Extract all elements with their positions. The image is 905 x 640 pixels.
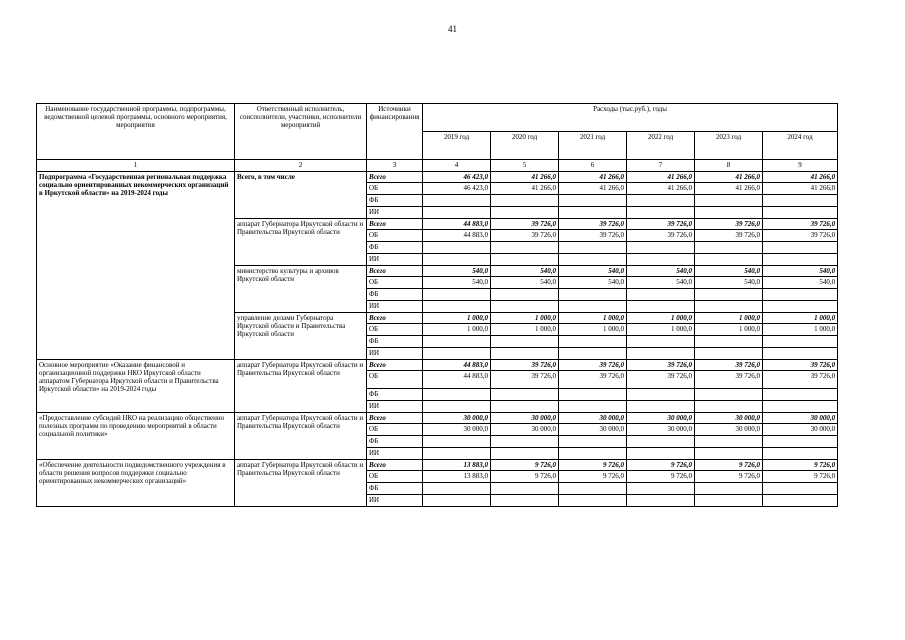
- expense-value: 1 000,0: [763, 324, 838, 336]
- expense-value: [763, 289, 838, 301]
- expense-value: 46 423,0: [423, 183, 491, 195]
- expense-value: 39 726,0: [491, 219, 559, 230]
- expense-value: 41 266,0: [763, 183, 838, 195]
- expense-value: [491, 207, 559, 219]
- expense-value: [423, 389, 491, 401]
- header-year: 2019 год: [423, 132, 491, 160]
- column-number: 3: [367, 160, 423, 172]
- expense-value: 540,0: [763, 266, 838, 277]
- expense-value: 9 726,0: [695, 471, 763, 483]
- expense-value: [695, 301, 763, 313]
- column-number: 4: [423, 160, 491, 172]
- expense-value: [627, 389, 695, 401]
- expense-value: 39 726,0: [559, 230, 627, 242]
- funding-source: Всего: [367, 360, 423, 371]
- expense-value: [423, 301, 491, 313]
- expense-value: [491, 336, 559, 348]
- expense-value: [491, 448, 559, 460]
- expense-value: [423, 336, 491, 348]
- expense-value: 44 883,0: [423, 219, 491, 230]
- expense-value: [491, 495, 559, 507]
- expense-value: [763, 389, 838, 401]
- executor-name: аппарат Губернатора Иркутской области и Правительства Иркутской области: [235, 360, 367, 413]
- funding-source: ФБ: [367, 436, 423, 448]
- expense-value: 41 266,0: [695, 183, 763, 195]
- table-body: [37, 172, 838, 507]
- expense-value: 39 726,0: [763, 230, 838, 242]
- expense-value: 9 726,0: [559, 471, 627, 483]
- funding-source: Всего: [367, 219, 423, 230]
- expense-value: 39 726,0: [559, 371, 627, 389]
- expense-value: 44 883,0: [423, 371, 491, 389]
- funding-source: ИИ: [367, 448, 423, 460]
- expense-value: [695, 336, 763, 348]
- expense-value: [627, 401, 695, 413]
- expense-value: 1 000,0: [491, 313, 559, 324]
- expense-value: [695, 495, 763, 507]
- expense-value: 41 266,0: [627, 183, 695, 195]
- expense-value: [559, 389, 627, 401]
- funding-source: ФБ: [367, 242, 423, 254]
- expense-value: [491, 195, 559, 207]
- expense-value: [763, 348, 838, 360]
- expense-value: 30 000,0: [491, 424, 559, 436]
- expense-value: 540,0: [695, 266, 763, 277]
- header-year: 2022 год: [627, 132, 695, 160]
- expense-value: 41 266,0: [559, 172, 627, 183]
- expense-value: 540,0: [423, 266, 491, 277]
- funding-source: ИИ: [367, 207, 423, 219]
- expense-value: [695, 483, 763, 495]
- column-number: 2: [235, 160, 367, 172]
- expense-value: 41 266,0: [627, 172, 695, 183]
- funding-source: ОБ: [367, 324, 423, 336]
- expense-value: [491, 242, 559, 254]
- header-year: 2024 год: [763, 132, 838, 160]
- expense-value: 540,0: [627, 266, 695, 277]
- budget-table: [36, 103, 838, 507]
- expense-value: [559, 436, 627, 448]
- expense-value: 39 726,0: [627, 371, 695, 389]
- expense-value: [763, 436, 838, 448]
- expense-value: [423, 348, 491, 360]
- expense-value: 30 000,0: [695, 413, 763, 424]
- executor-name: аппарат Губернатора Иркутской области и Правительства Иркутской области: [235, 413, 367, 460]
- funding-source: Всего: [367, 413, 423, 424]
- expense-value: 39 726,0: [695, 219, 763, 230]
- funding-source: Всего: [367, 172, 423, 183]
- expense-value: [491, 301, 559, 313]
- expense-value: [627, 348, 695, 360]
- expense-value: [627, 448, 695, 460]
- expense-value: 39 726,0: [491, 360, 559, 371]
- expense-value: 9 726,0: [491, 460, 559, 471]
- header-executor: Ответственный исполнитель, соисполнители, участники, исполнители мероприятий: [235, 104, 367, 160]
- expense-value: [763, 254, 838, 266]
- expense-value: 30 000,0: [423, 424, 491, 436]
- executor-name: аппарат Губернатора Иркутской области и Правительства Иркутской области: [235, 219, 367, 266]
- expense-value: 9 726,0: [763, 471, 838, 483]
- expense-value: [695, 348, 763, 360]
- expense-value: 540,0: [491, 266, 559, 277]
- expense-value: [695, 389, 763, 401]
- expense-value: 1 000,0: [423, 313, 491, 324]
- expense-value: [559, 207, 627, 219]
- funding-source: ФБ: [367, 389, 423, 401]
- expense-value: 9 726,0: [627, 471, 695, 483]
- table-row: [37, 413, 838, 424]
- expense-value: 9 726,0: [627, 460, 695, 471]
- funding-source: Всего: [367, 266, 423, 277]
- expense-value: [763, 195, 838, 207]
- funding-source: ФБ: [367, 195, 423, 207]
- expense-value: 30 000,0: [627, 413, 695, 424]
- expense-value: [423, 254, 491, 266]
- expense-value: 44 883,0: [423, 230, 491, 242]
- expense-value: [423, 401, 491, 413]
- expense-value: 30 000,0: [627, 424, 695, 436]
- expense-value: 46 423,0: [423, 172, 491, 183]
- expense-value: 1 000,0: [627, 324, 695, 336]
- funding-source: ИИ: [367, 348, 423, 360]
- expense-value: 9 726,0: [559, 460, 627, 471]
- expense-value: 30 000,0: [763, 424, 838, 436]
- expense-value: [627, 495, 695, 507]
- funding-source: ОБ: [367, 183, 423, 195]
- expense-value: [423, 207, 491, 219]
- expense-value: [491, 348, 559, 360]
- expense-value: [491, 254, 559, 266]
- expense-value: [559, 195, 627, 207]
- expense-value: 1 000,0: [763, 313, 838, 324]
- expense-value: 39 726,0: [627, 230, 695, 242]
- expense-value: [695, 242, 763, 254]
- expense-value: 9 726,0: [695, 460, 763, 471]
- expense-value: [423, 483, 491, 495]
- funding-source: ИИ: [367, 301, 423, 313]
- expense-value: 39 726,0: [695, 230, 763, 242]
- funding-source: ОБ: [367, 277, 423, 289]
- expense-value: [491, 289, 559, 301]
- expense-value: 540,0: [763, 277, 838, 289]
- expense-value: [695, 254, 763, 266]
- funding-source: ИИ: [367, 495, 423, 507]
- expense-value: 540,0: [559, 266, 627, 277]
- column-number: 5: [491, 160, 559, 172]
- column-number: 7: [627, 160, 695, 172]
- expense-value: 44 883,0: [423, 360, 491, 371]
- column-number: 6: [559, 160, 627, 172]
- expense-value: [559, 301, 627, 313]
- expense-value: 39 726,0: [695, 360, 763, 371]
- program-name: «Предоставление субсидий НКО на реализацию общественно полезных программ по проведению мероприятий в области социальной политики»: [37, 413, 235, 460]
- expense-value: 30 000,0: [695, 424, 763, 436]
- table-row: [37, 360, 838, 371]
- expense-value: [763, 301, 838, 313]
- column-number: 8: [695, 160, 763, 172]
- expense-value: 41 266,0: [695, 172, 763, 183]
- expense-value: [423, 289, 491, 301]
- expense-value: 13 883,0: [423, 471, 491, 483]
- expense-value: [491, 389, 559, 401]
- table-row: [37, 172, 838, 183]
- expense-value: [763, 448, 838, 460]
- expense-value: 30 000,0: [491, 413, 559, 424]
- header-year: 2020 год: [491, 132, 559, 160]
- executor-name: аппарат Губернатора Иркутской области и Правительства Иркутской области: [235, 460, 367, 507]
- expense-value: [695, 436, 763, 448]
- funding-source: Всего: [367, 460, 423, 471]
- expense-value: [627, 195, 695, 207]
- funding-source: ОБ: [367, 371, 423, 389]
- header-source: Источники финансирования: [367, 104, 423, 160]
- program-name: Основное мероприятие «Оказание финансовой и организационной поддержки НКО Иркутской области аппаратом Губернатора Иркутской области и Правительства Иркутской области» на 2019-2024 годы: [37, 360, 235, 413]
- expense-value: 39 726,0: [491, 371, 559, 389]
- funding-source: ОБ: [367, 471, 423, 483]
- expense-value: [763, 495, 838, 507]
- expense-value: [559, 289, 627, 301]
- expense-value: 1 000,0: [491, 324, 559, 336]
- expense-value: 39 726,0: [763, 371, 838, 389]
- expense-value: 30 000,0: [559, 424, 627, 436]
- expense-value: 39 726,0: [627, 360, 695, 371]
- expense-value: [695, 207, 763, 219]
- expense-value: 30 000,0: [423, 413, 491, 424]
- expense-value: [559, 348, 627, 360]
- expense-value: [695, 289, 763, 301]
- expense-value: [423, 195, 491, 207]
- expense-value: [559, 448, 627, 460]
- expense-value: [627, 289, 695, 301]
- expense-value: 540,0: [559, 277, 627, 289]
- expense-value: [423, 495, 491, 507]
- funding-source: ИИ: [367, 254, 423, 266]
- column-number: 9: [763, 160, 838, 172]
- expense-value: [695, 448, 763, 460]
- expense-value: 39 726,0: [695, 371, 763, 389]
- header-expenses: Расходы (тыс.руб.), годы: [423, 104, 838, 132]
- expense-value: [423, 242, 491, 254]
- expense-value: 39 726,0: [559, 360, 627, 371]
- table-row: [37, 460, 838, 471]
- expense-value: [423, 436, 491, 448]
- expense-value: 30 000,0: [763, 413, 838, 424]
- expense-value: [491, 436, 559, 448]
- expense-value: [627, 436, 695, 448]
- funding-source: ОБ: [367, 424, 423, 436]
- expense-value: [423, 448, 491, 460]
- expense-value: [627, 483, 695, 495]
- executor-name: Всего, в том числе: [235, 172, 367, 219]
- expense-value: 13 883,0: [423, 460, 491, 471]
- expense-value: [627, 254, 695, 266]
- expense-value: 1 000,0: [627, 313, 695, 324]
- expense-value: 41 266,0: [559, 183, 627, 195]
- expense-value: [559, 401, 627, 413]
- expense-value: [763, 483, 838, 495]
- page-number: 41: [448, 24, 457, 34]
- expense-value: [763, 242, 838, 254]
- expense-value: 9 726,0: [491, 471, 559, 483]
- header-year: 2023 год: [695, 132, 763, 160]
- funding-source: ОБ: [367, 230, 423, 242]
- executor-name: управление делами Губернатора Иркутской области и Правительства Иркутской области: [235, 313, 367, 360]
- expense-value: [559, 495, 627, 507]
- expense-value: [559, 483, 627, 495]
- funding-source: ФБ: [367, 289, 423, 301]
- expense-value: 540,0: [491, 277, 559, 289]
- expense-value: 30 000,0: [559, 413, 627, 424]
- expense-value: [627, 207, 695, 219]
- expense-value: [627, 301, 695, 313]
- funding-source: Всего: [367, 313, 423, 324]
- program-name: «Обеспечение деятельности подведомственного учреждения в области решения вопросов поддержки социально ориентированных некоммерческих организаций»: [37, 460, 235, 507]
- expense-value: 1 000,0: [559, 313, 627, 324]
- expense-value: [627, 242, 695, 254]
- expense-value: [559, 242, 627, 254]
- expense-value: [491, 483, 559, 495]
- program-name: Подпрограмма «Государственная региональная поддержка социально ориентированных некоммерческих организаций в Иркутской области» на 2019-2024 годы: [37, 172, 235, 360]
- expense-value: 39 726,0: [763, 360, 838, 371]
- expense-value: 39 726,0: [763, 219, 838, 230]
- header-name: Наименование государственной программы, подпрограммы, ведомственной целевой программы, основного мероприятия, мероприятия: [37, 104, 235, 160]
- funding-source: ИИ: [367, 401, 423, 413]
- funding-source: ФБ: [367, 336, 423, 348]
- expense-value: 1 000,0: [559, 324, 627, 336]
- executor-name: министерство культуры и архивов Иркутской области: [235, 266, 367, 313]
- expense-value: [763, 401, 838, 413]
- expense-value: 39 726,0: [559, 219, 627, 230]
- expense-value: [695, 401, 763, 413]
- expense-value: [763, 336, 838, 348]
- expense-value: 39 726,0: [491, 230, 559, 242]
- expense-value: 41 266,0: [491, 183, 559, 195]
- expense-value: [559, 254, 627, 266]
- expense-value: [763, 207, 838, 219]
- expense-value: 540,0: [423, 277, 491, 289]
- expense-value: 39 726,0: [627, 219, 695, 230]
- expense-value: [491, 401, 559, 413]
- expense-value: 540,0: [695, 277, 763, 289]
- expense-value: 1 000,0: [423, 324, 491, 336]
- expense-value: 41 266,0: [763, 172, 838, 183]
- expense-value: [627, 336, 695, 348]
- header-year: 2021 год: [559, 132, 627, 160]
- expense-value: 1 000,0: [695, 324, 763, 336]
- expense-value: [695, 195, 763, 207]
- expense-value: [559, 336, 627, 348]
- expense-value: 41 266,0: [491, 172, 559, 183]
- expense-value: 1 000,0: [695, 313, 763, 324]
- column-number: 1: [37, 160, 235, 172]
- expense-value: 540,0: [627, 277, 695, 289]
- funding-source: ФБ: [367, 483, 423, 495]
- expense-value: 9 726,0: [763, 460, 838, 471]
